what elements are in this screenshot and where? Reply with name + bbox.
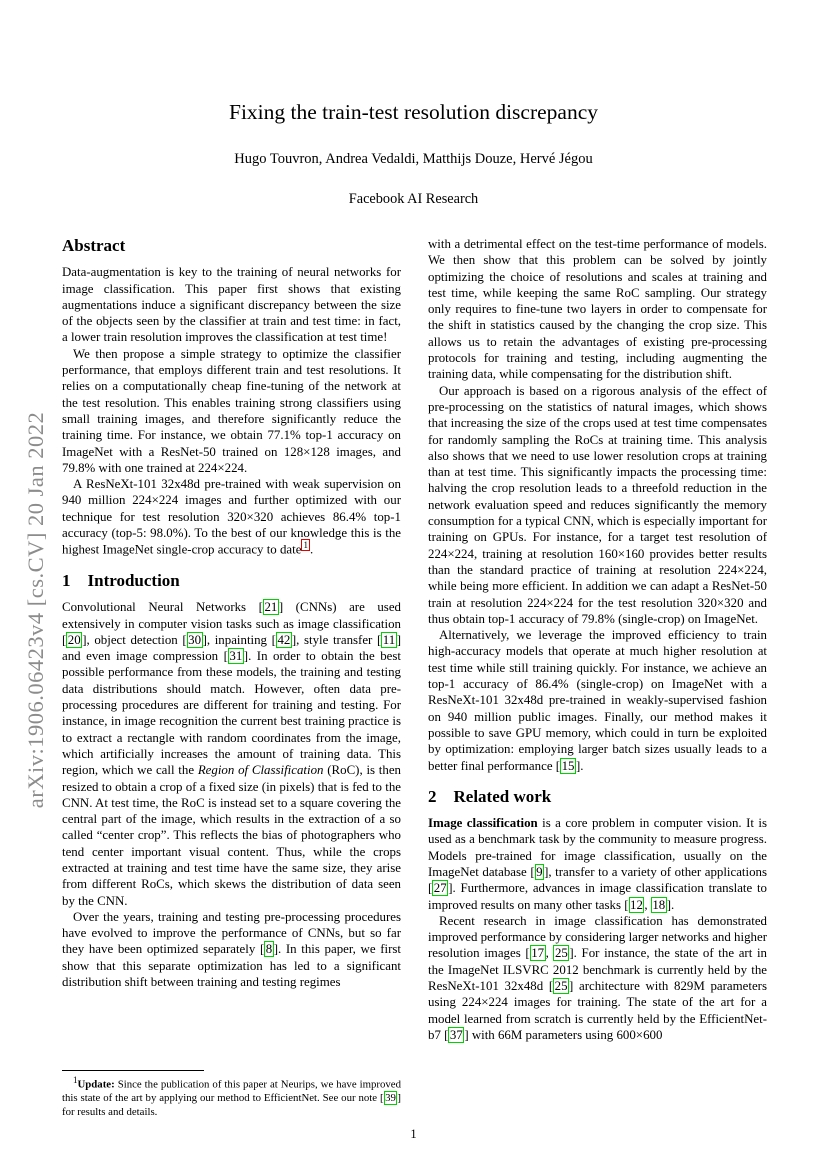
intro-paragraph: Over the years, training and testing pre-processing procedures have evolved to improve the performance of CNNs, but so far they have been optimized separately [ 8 ]. In this paper, we first show that this separate optimization has led to a significant distribution shift between training and testing regimes xyxy=(62,909,401,990)
abstract-heading: Abstract xyxy=(62,236,126,255)
footnote-rule xyxy=(62,1070,204,1071)
section-number: 1 xyxy=(62,570,71,590)
citation-link[interactable]: 20 xyxy=(67,632,81,647)
citation-link[interactable]: 17 xyxy=(531,946,545,961)
paper-header xyxy=(0,100,827,208)
left-column xyxy=(62,236,401,1072)
arxiv-watermark: arXiv:1906.06423v4 [cs.CV] 20 Jan 2022 xyxy=(23,411,48,809)
citation-link[interactable]: 21 xyxy=(264,600,278,615)
abstract-paragraph: A ResNeXt-101 32x48d pre-trained with weak supervision on 940 million 224×224 images and further optimized with our technique for test resolution 320×320 achieves 86.4% top-1 accuracy (top-5: 98.0%). To the best of our knowledge this is the highest ImageNet single-crop accuracy to date $^1$ . xyxy=(62,477,401,557)
right-column xyxy=(428,236,767,1148)
citation-link[interactable]: 25 xyxy=(554,946,568,961)
citation-link[interactable]: 8 xyxy=(265,942,273,957)
section-title: Related work xyxy=(453,786,552,806)
intro-paragraph: Convolutional Neural Networks [ 21 ] (CNNs) are used extensively in computer vision tasks such as image classification [ 20 ], object detection [ 30 ], inpainting [ 42 ], style transfer [ 11 ] and even image compression [ 31 ]. In order to obtain the best possible performance from these models, the training and testing data distributions should match. However, often data pre-processing procedures are different for training and testing. For instance, in image recognition the current best training practice is to extract a rectangle with random coordinates from the image, which artificially increases the amount of training data. This region, which we call the Region of Classification (RoC), is then resized to obtain a crop of a fixed size (in pixels) that is fed to the CNN. At test time, the RoC is instead set to a square covering the central part of the image, which results in the extraction of a so called “center crop”. This reflects the bias of photographers who tend center important visual content. Thus, while the crops extracted at training and test time have the same size, they arise from different RoCs, which skews the distribution of data seen by the CNN. xyxy=(62,600,401,908)
related-work-paragraph: Image classification is a core problem in computer vision. It is used as a benchmark task by the community to measure progress. Models pre-trained for image classification, usually on the ImageNet database [ 9 ], transfer to a variety of other applications [ 27 ]. Furthermore, advances in image classification translate to improved results on many other tasks [ 12 , 18 ]. xyxy=(428,816,767,912)
footnote-ref-link[interactable]: 1 xyxy=(303,540,308,551)
intro-paragraph: Alternatively, we leverage the improved efficiency to train high-accuracy models that operate at much higher resolution at test time while still training quickly. For instance, we achieve an top-1 accuracy of 86.4% (single-crop) on ImageNet with a ResNeXt-101 32x48d pre-trained in weakly-supervised fashion on 940 million public images. Finally, our method makes it possible to save GPU memory, which could in turn be exploited by optimization: employing larger batch sizes usually leads to a better final performance [ 15 ]. xyxy=(428,628,767,773)
section-title: Introduction xyxy=(87,570,180,590)
citation-link[interactable]: 42 xyxy=(277,632,291,647)
citation-link[interactable]: 31 xyxy=(229,649,243,664)
intro-paragraph-continued: with a detrimental effect on the test-time performance of models. We then show that this problem can be solved by jointly optimizing the choice of resolutions and scales at training and test time, while keeping the same RoC sampling. Our strategy only requires to fine-tune two layers in order to compensate for the shift in statistics caused by the changing the crop size. This allows us to retain the advantages of existing pre-processing protocols for training and testing, including augmenting the training data, while compensating for the distribution shift. xyxy=(428,237,767,382)
section-heading-related-work xyxy=(428,786,767,806)
related-work-paragraph: Recent research in image classification has demonstrated improved performance by considering larger networks and higher resolution images [ 17 , 25 ]. For instance, the state of the art in the ImageNet ILSVRC 2012 benchmark is currently held by the ResNeXt-101 32x48d [ 25 ] architecture with 829M parameters using 224×224 images for training. The state of the art for a model learned from scratch is currently held by the EfficientNet-b7 [ 37 ] with 66M parameters using 600×600 xyxy=(428,913,767,1042)
footnote-text: $^1$Update: Since the publication of this paper at Neurips, we have improved this state of the art by applying our method to EfficientNet. See our note [ 39 ] for results and details. xyxy=(62,1075,401,1118)
citation-link[interactable]: 12 xyxy=(630,897,643,912)
citation-link[interactable]: 18 xyxy=(652,897,666,912)
paper-title: Fixing the train-test resolution discrepancy xyxy=(229,100,598,124)
citation-link[interactable]: 37 xyxy=(449,1027,463,1042)
citation-link[interactable]: 11 xyxy=(382,632,396,647)
citation-link[interactable]: 15 xyxy=(561,758,575,773)
citation-link[interactable]: 9 xyxy=(536,864,543,879)
section-heading-introduction xyxy=(62,570,401,590)
citation-link[interactable]: 39 xyxy=(385,1092,396,1105)
footnote-marker: 1 xyxy=(73,1075,78,1085)
page-number: 1 xyxy=(410,1127,417,1141)
abstract-paragraph: Data-augmentation is key to the training of neural networks for image classification. This paper first shows that existing augmentations induce a significant discrepancy between the size of the objects seen by the classifier at train and test time: in fact, a lower train resolution improves the classification at test time! xyxy=(62,265,401,345)
footnote xyxy=(62,1070,401,1119)
abstract-paragraph: We then propose a simple strategy to optimize the classifier performance, that employs different train and test resolutions. It relies on a computationally cheap fine-tuning of the network at the test resolution. This enables training strong classifiers using small training images, and therefore significantly reduce the training time. For instance, we obtain 77.1% top-1 accuracy on ImageNet with a ResNet-50 trained on 128×128 images, and 79.8% with one trained at 224×224. xyxy=(62,346,401,475)
citation-link[interactable]: 30 xyxy=(188,632,202,647)
citation-link[interactable]: 27 xyxy=(433,881,447,896)
citation-link[interactable]: 25 xyxy=(554,979,568,994)
section-number: 2 xyxy=(428,786,437,806)
intro-paragraph: Our approach is based on a rigorous analysis of the effect of pre-processing on the statistics of natural images, which shows that increasing the size of the crops used at test time compensates for randomly sampling the RoCs at training time. This analysis also shows that we need to use lower resolution crops at training than at test time. This significantly impacts the processing time: halving the crop resolution leads to a threefold reduction in the network evaluation speed and reduces significantly the memory consumption for a typical CNN, which is especially important for training on GPUs. For instance, for a target test resolution of 224×224, training at resolution 160×160 provides better results than the standard practice of training at resolution 224×224, while being more efficient. In addition we can adapt a ResNet-50 train at resolution 224×224 for the test resolution 320×320 and thus obtain top-1 accuracy of 79.8% (single-crop) on ImageNet. xyxy=(428,383,767,626)
paper-affiliation: Facebook AI Research xyxy=(348,191,479,207)
paper-authors: Hugo Touvron, Andrea Vedaldi, Matthijs Douze, Hervé Jégou xyxy=(234,151,593,167)
